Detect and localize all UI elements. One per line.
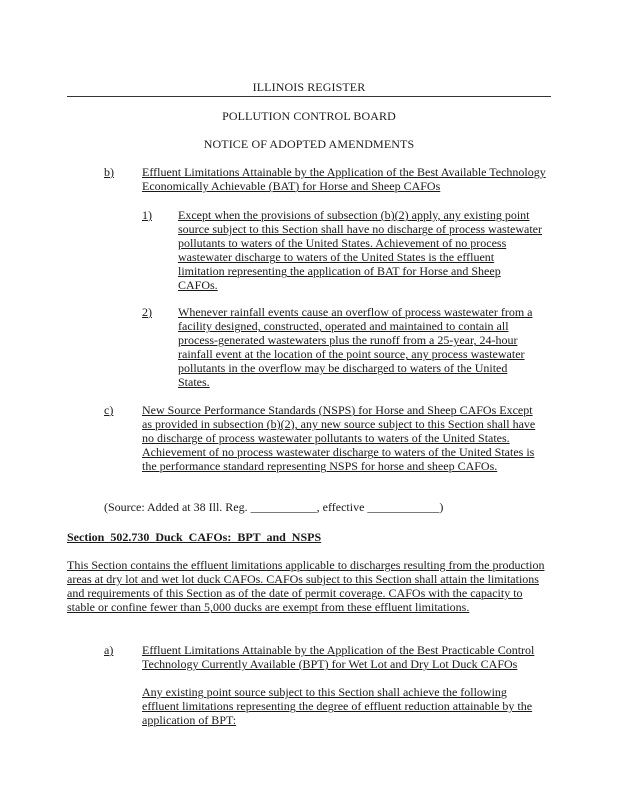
subsection-a-marker: a): [104, 643, 114, 657]
subsection-a-text: Any existing point source subject to this Section shall achieve the following effluent limitations representing the degree of effluent reduction attainable by the application of BPT:: [142, 685, 533, 728]
item-b1-marker: 1): [142, 208, 152, 222]
source-blank-effective: ____________: [367, 500, 440, 514]
subsection-a-title: Effluent Limitations Attainable by the Application of the Best Practicable Control Technology Currently Available (BPT) for Wet Lot and Dry Lot Duck CAFOs: [142, 643, 535, 672]
source-note: [104, 500, 443, 514]
section-intro: This Section contains the effluent limitations applicable to discharges resulting from the production areas at dry lot and wet lot duck CAFOs. CAFOs subject to this Section shall attain the limitations and requirements of this Section as of the date of permit coverage. CAFOs with the capacity to stable or confine fewer than 5,000 ducks are exempt from these effluent limitations.: [67, 558, 545, 615]
source-suffix: ): [439, 500, 444, 514]
subsection-c-marker: c): [104, 403, 114, 417]
source-middle: , effective: [316, 500, 365, 514]
subsection-c-text: New Source Performance Standards (NSPS) for Horse and Sheep CAFOs Except as provided in subsection (b)(2), any new source subject to this Section shall have no discharge of process wastewater pollutants to waters of the United States. Achievement of no process wastewater discharge to waters of the United States is the performance standard representing NSPS for horse and sheep CAFOs.: [142, 403, 536, 474]
item-b2-marker: 2): [142, 305, 152, 319]
header-rule: [67, 96, 551, 97]
board-title: POLLUTION CONTROL BOARD: [222, 109, 396, 123]
item-b1-text: Except when the provisions of subsection (b)(2) apply, any existing point source subject to this Section shall have no discharge of process wastewater pollutants to waters of the United States. Achievement of no process wastewater discharge to waters of the United States is the effluent limitation representing the application of BAT for Horse and Sheep CAFOs.: [178, 208, 543, 293]
item-b2-text: Whenever rainfall events cause an overflow of process wastewater from a facility designed, constructed, operated and maintained to contain all process-generated wastewaters plus the runoff from a 25-year, 24-hour rainfall event at the location of the point source, any process wastewater pollutants in the overflow may be discharged to waters of the United States.: [178, 305, 533, 390]
source-blank-register: ___________: [250, 500, 317, 514]
subsection-b-title: Effluent Limitations Attainable by the Application of the Best Available Technology Economically Achievable (BAT) for Horse and Sheep CAFOs: [142, 165, 546, 194]
section-heading: Section 502.730 Duck CAFOs: BPT and NSPS: [67, 530, 322, 544]
register-title: ILLINOIS REGISTER: [252, 80, 366, 94]
subsection-b-marker: b): [104, 165, 114, 179]
source-prefix: (Source: Added at 38 Ill. Reg.: [104, 500, 248, 514]
notice-title: NOTICE OF ADOPTED AMENDMENTS: [203, 137, 415, 151]
